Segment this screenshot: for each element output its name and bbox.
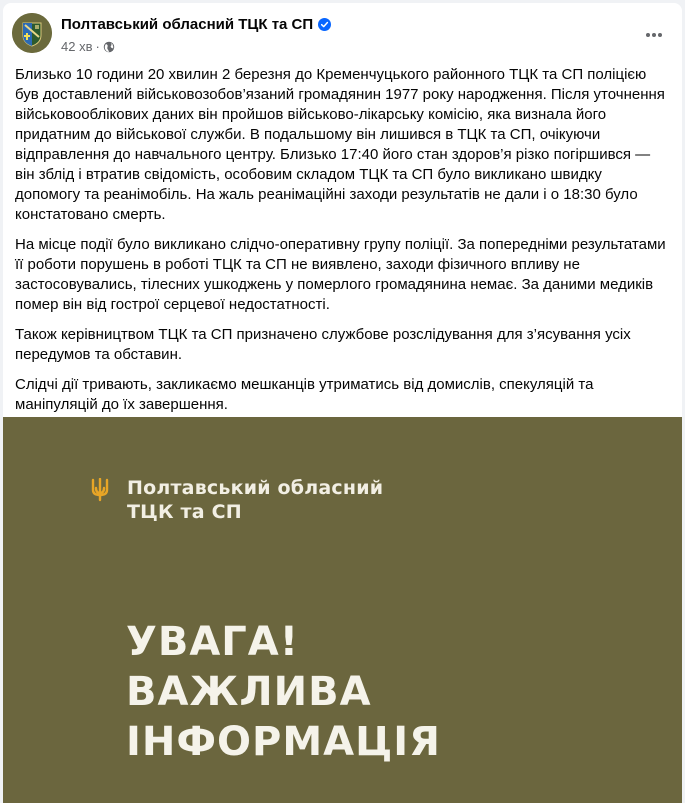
more-options-button[interactable] (640, 21, 668, 49)
page-name[interactable] (61, 16, 331, 33)
more-options-dot-icon (658, 33, 662, 37)
image-headline-line-2: ВАЖЛИВА (126, 669, 372, 715)
post-paragraph: На місце події було викликано слідчо-оперативну групу поліції. За попередніми результатами її роботи порушень в роботі ТЦК та СП не виявлено, заходи фізичного впливу не застосовувались, тілесних ушкоджень у померлого громадянина немає. За даними медиків помер він від гострої серцевої недостатності. (15, 236, 666, 313)
post-image[interactable] (3, 417, 682, 803)
verified-badge-icon (318, 18, 331, 31)
trident-icon (91, 478, 109, 502)
coat-of-arms-icon (12, 13, 52, 53)
post-card (3, 3, 682, 803)
image-headline-line-3: ІНФОРМАЦІЯ (126, 719, 441, 765)
image-brand-line-2: ТЦК та СП (127, 501, 242, 523)
post-timestamp[interactable]: 42 хв (61, 39, 93, 54)
meta-separator: · (95, 39, 100, 54)
page-name-label[interactable]: Полтавський обласний ТЦК та СП (61, 16, 314, 33)
post-paragraph: Також керівництвом ТЦК та СП призначено службове розслідування для з’ясування усіх передумов та обставин. (15, 326, 631, 363)
post-header (3, 3, 682, 65)
post-paragraph: Близько 10 години 20 хвилин 2 березня до Кременчуцького районного ТЦК та СП поліцією був доставлений військовозобов’язаний громадянин 1977 року народження. Після уточнення військовооблікових даних він пройшов військово-лікарську комісію, яка визнала його придатним до військової служби. В подальшому він лишився в ТЦК та СП, очікуючи відправлення до навчального центру. Близько 17:40 його стан здоров’я різко погіршився — він зблід і втратив свідомість, особовим складом ТЦК та СП було викликано швидку допомогу та реанімобіль. На жаль реанімаційні заходи результатів не дали і о 18:30 було констатовано смерть. (15, 66, 665, 223)
image-brand (91, 476, 383, 524)
page-avatar[interactable] (12, 13, 52, 53)
image-brand-text (127, 476, 383, 524)
post-paragraph: Слідчі дії тривають, закликаємо мешканців утриматись від домислів, спекуляцій та маніпуляцій до їх завершення. (15, 376, 594, 413)
more-options-dot-icon (646, 33, 650, 37)
image-headline-line-1: УВАГА! (126, 619, 299, 665)
globe-icon[interactable] (103, 41, 115, 53)
image-headline (126, 617, 441, 767)
post-meta (61, 39, 115, 54)
post-body (15, 65, 670, 425)
image-brand-line-1: Полтавський обласний (127, 477, 384, 499)
more-options-dot-icon (652, 33, 656, 37)
